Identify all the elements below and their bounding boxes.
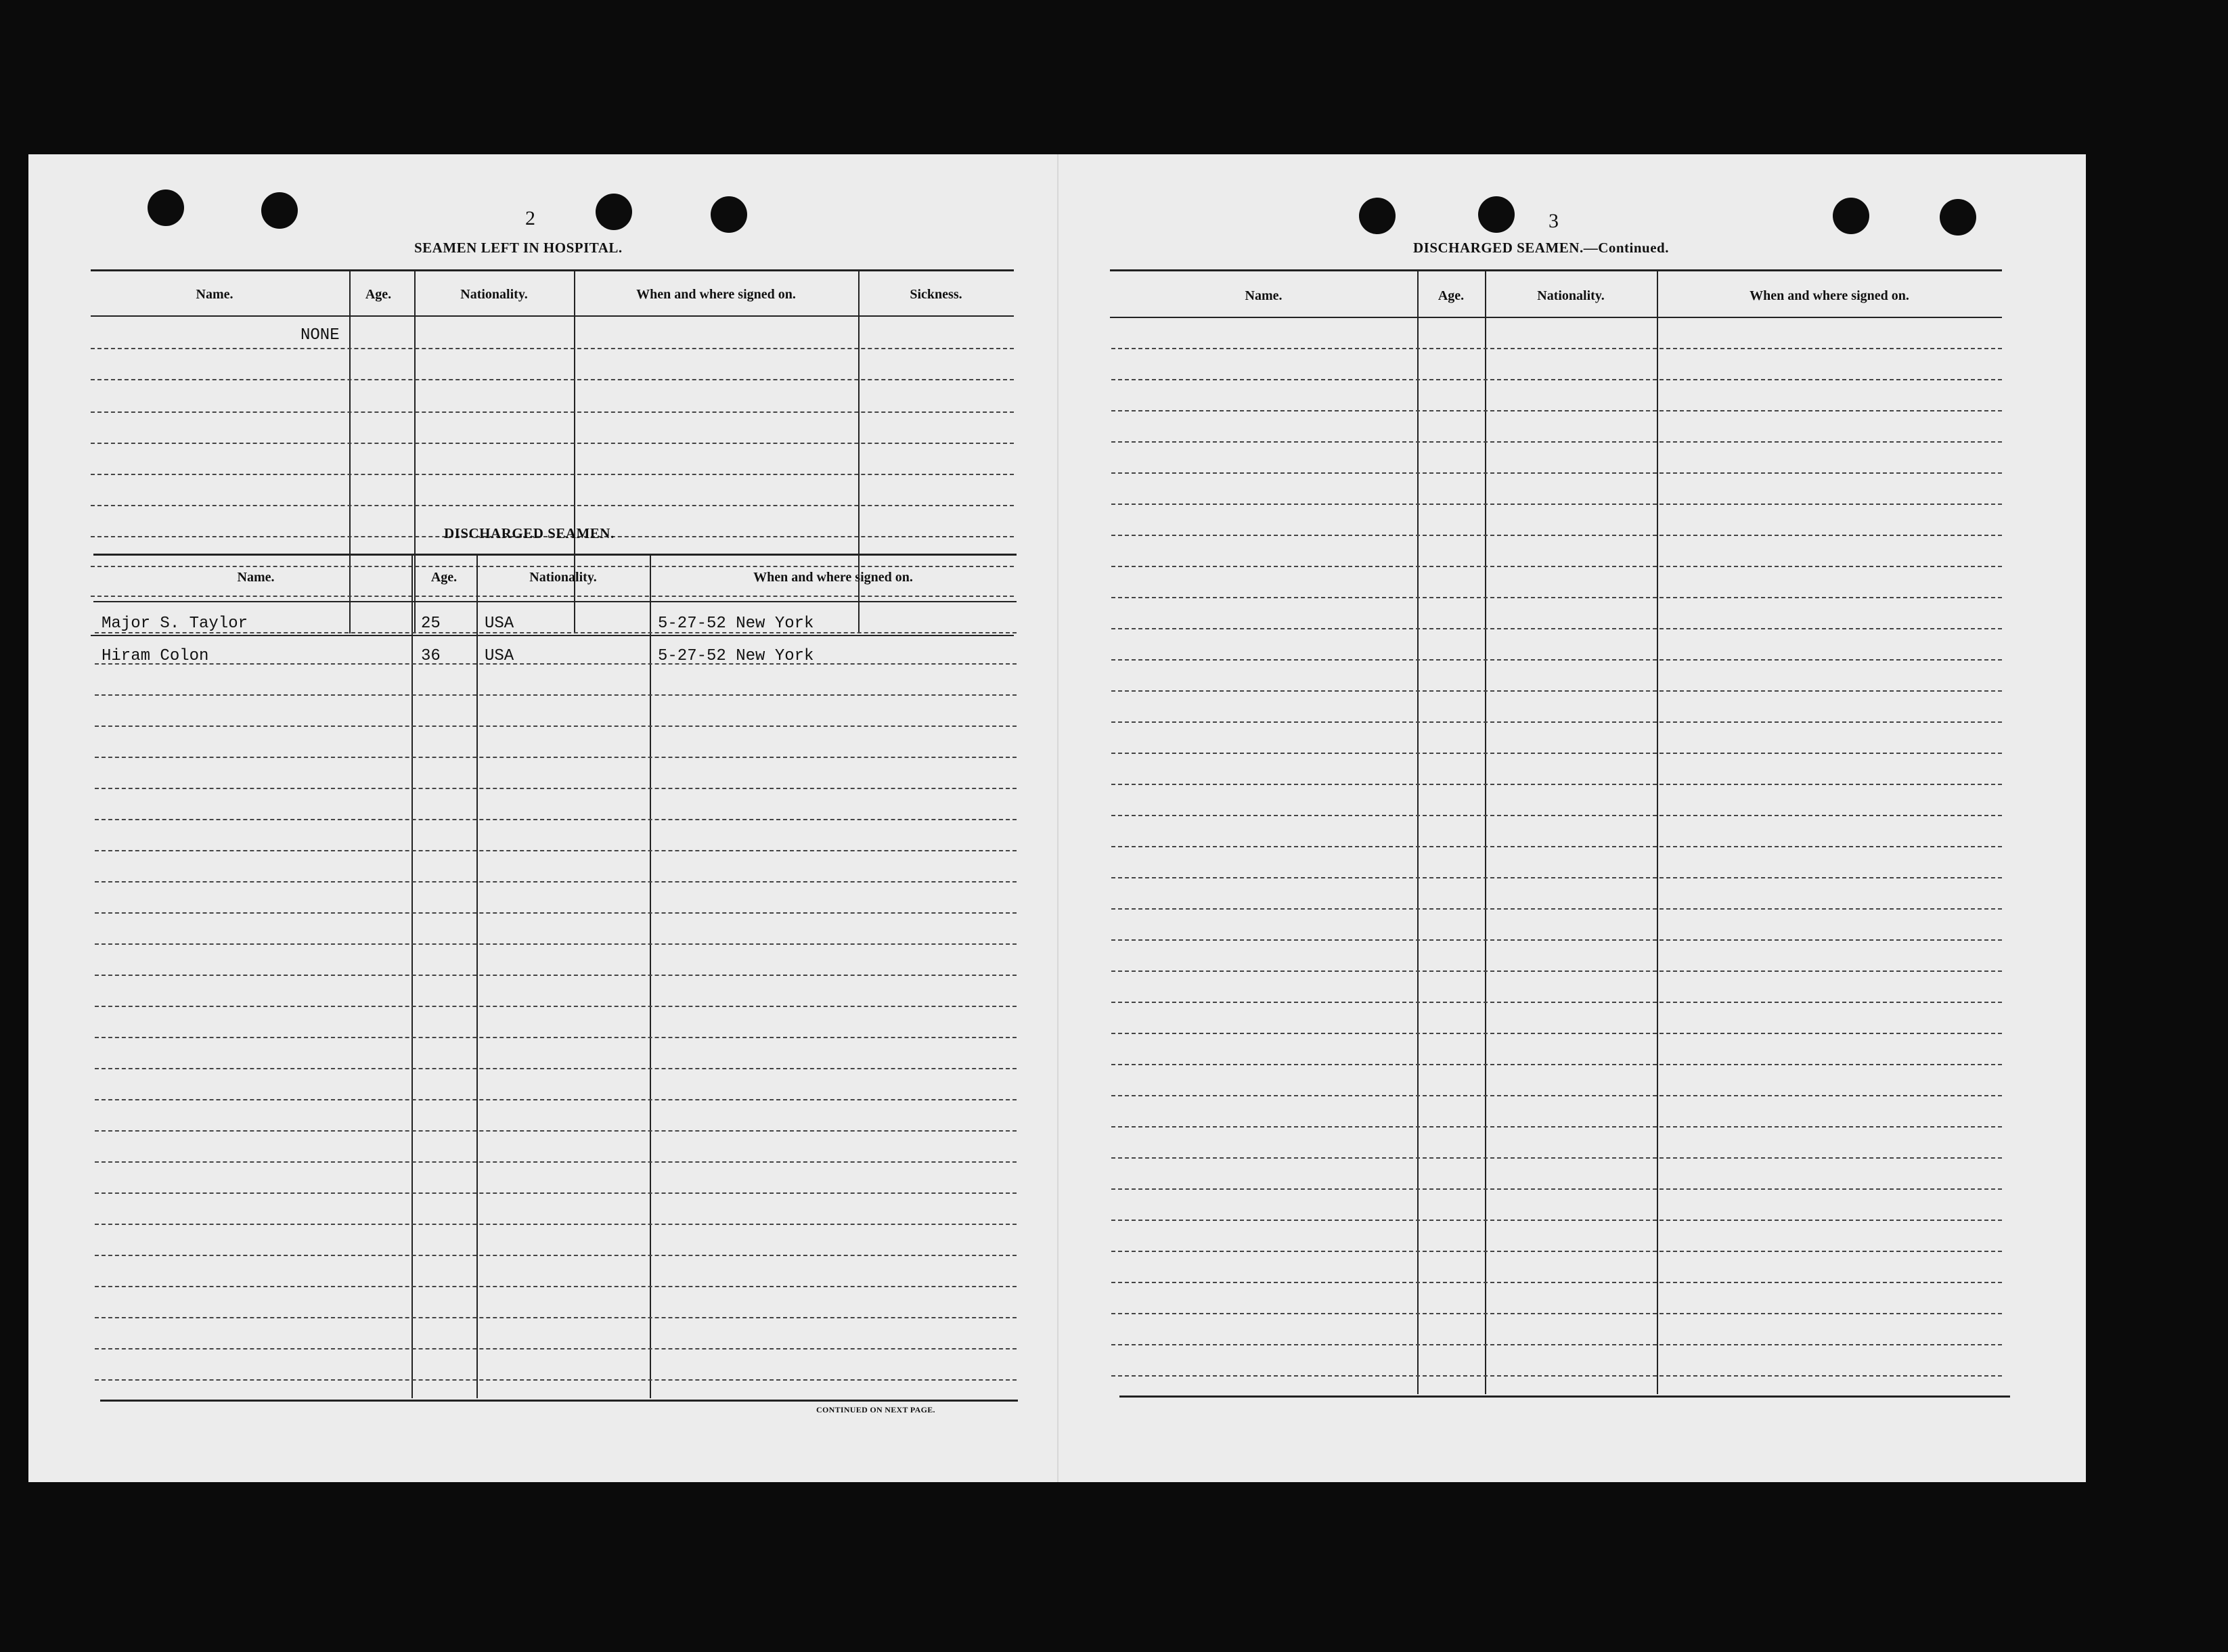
document-sheet bbox=[28, 154, 2086, 1482]
ruled-line bbox=[1111, 566, 2002, 567]
discharged-header-name: Name. bbox=[237, 570, 275, 585]
discharged-row-2-name: Hiram Colon bbox=[102, 647, 209, 665]
page-number-right: 3 bbox=[1549, 210, 1559, 232]
ruled-line bbox=[1111, 1033, 2002, 1034]
ruled-line bbox=[95, 1224, 1017, 1225]
continued-header-age: Age. bbox=[1438, 288, 1465, 303]
ruled-line bbox=[95, 1286, 1017, 1287]
ruled-line bbox=[95, 819, 1017, 820]
punch-hole bbox=[711, 196, 747, 233]
ruled-line bbox=[1111, 504, 2002, 505]
continued-table-top-rule bbox=[1110, 269, 2002, 271]
ruled-line bbox=[1111, 628, 2002, 629]
discharged-row-1-nationality: USA bbox=[485, 615, 514, 633]
punch-hole bbox=[1940, 199, 1976, 236]
ruled-line bbox=[1111, 659, 2002, 661]
punch-hole bbox=[261, 192, 298, 229]
discharged-row-1-signed-on: 5-27-52 New York bbox=[658, 615, 814, 633]
ruled-line bbox=[1111, 1188, 2002, 1190]
punch-hole bbox=[596, 194, 632, 230]
continued-footer: CONTINUED ON NEXT PAGE. bbox=[816, 1405, 935, 1414]
ruled-line bbox=[1111, 908, 2002, 910]
continued-col-divider bbox=[1485, 271, 1486, 1394]
discharged-col-divider bbox=[650, 555, 651, 1398]
discharged-row-2-signed-on: 5-27-52 New York bbox=[658, 647, 814, 665]
hospital-header-name: Name. bbox=[196, 287, 233, 302]
ruled-line bbox=[95, 975, 1017, 976]
ruled-line bbox=[95, 1099, 1017, 1100]
ruled-line bbox=[95, 850, 1017, 851]
discharged-row-2-age: 36 bbox=[421, 647, 441, 665]
hospital-header-signed-on: When and where signed on. bbox=[636, 287, 796, 302]
ruled-line bbox=[1111, 379, 2002, 380]
hospital-section-title: SEAMEN LEFT IN HOSPITAL. bbox=[414, 240, 623, 256]
ruled-line bbox=[95, 632, 1017, 633]
ruled-line bbox=[1111, 1282, 2002, 1283]
ruled-line bbox=[95, 694, 1017, 696]
punch-hole bbox=[1359, 198, 1396, 234]
ruled-line bbox=[95, 881, 1017, 883]
continued-bottom-rule bbox=[1119, 1396, 2010, 1398]
punch-hole bbox=[1833, 198, 1869, 234]
ruled-line bbox=[1111, 472, 2002, 474]
discharged-row-1-name: Major S. Taylor bbox=[102, 615, 248, 633]
punch-hole bbox=[1478, 196, 1515, 233]
discharged-row-2-nationality: USA bbox=[485, 647, 514, 665]
discharged-header-nationality: Nationality. bbox=[529, 570, 597, 585]
page-number-left: 2 bbox=[525, 207, 535, 229]
hospital-ruled-line bbox=[91, 443, 1014, 444]
ruled-line bbox=[95, 1037, 1017, 1038]
hospital-header-sickness: Sickness. bbox=[910, 287, 962, 302]
hospital-ruled-line bbox=[91, 566, 1014, 567]
ruled-line bbox=[95, 1192, 1017, 1194]
discharged-col-divider bbox=[411, 555, 413, 1398]
discharged-col-divider bbox=[476, 555, 478, 1398]
ruled-line bbox=[95, 663, 1017, 665]
ruled-line bbox=[1111, 535, 2002, 536]
hospital-ruled-line bbox=[91, 379, 1014, 380]
ruled-line bbox=[1111, 939, 2002, 941]
ruled-line bbox=[1111, 1375, 2002, 1377]
ruled-line bbox=[1111, 1095, 2002, 1096]
ruled-line bbox=[95, 1317, 1017, 1318]
ruled-line bbox=[95, 757, 1017, 758]
hospital-table-top-rule bbox=[91, 269, 1014, 271]
hospital-ruled-line bbox=[91, 348, 1014, 349]
hospital-header-age: Age. bbox=[365, 287, 392, 302]
ruled-line bbox=[1111, 1344, 2002, 1345]
ruled-line bbox=[1111, 970, 2002, 972]
ruled-line bbox=[95, 1130, 1017, 1132]
ruled-line bbox=[1111, 1064, 2002, 1065]
ruled-line bbox=[95, 1348, 1017, 1349]
ruled-line bbox=[95, 1161, 1017, 1163]
hospital-ruled-line bbox=[91, 411, 1014, 413]
continued-header-signed-on: When and where signed on. bbox=[1750, 288, 1909, 303]
continued-header-name: Name. bbox=[1245, 288, 1283, 303]
ruled-line bbox=[1111, 1157, 2002, 1159]
ruled-line bbox=[95, 1006, 1017, 1007]
continued-col-divider bbox=[1417, 271, 1419, 1394]
ruled-line bbox=[1111, 1251, 2002, 1252]
discharged-header-signed-on: When and where signed on. bbox=[753, 570, 913, 585]
ruled-line bbox=[1111, 410, 2002, 411]
ruled-line bbox=[1111, 721, 2002, 723]
discharged-header-age: Age. bbox=[430, 570, 458, 585]
ruled-line bbox=[1111, 597, 2002, 598]
discharged-continued-title: DISCHARGED SEAMEN.—Continued. bbox=[1413, 240, 1669, 256]
hospital-header-rule bbox=[91, 315, 1014, 317]
ruled-line bbox=[95, 788, 1017, 789]
hospital-ruled-line bbox=[91, 474, 1014, 475]
continued-col-divider bbox=[1657, 271, 1658, 1394]
ruled-line bbox=[1111, 846, 2002, 847]
hospital-bottom-rule bbox=[91, 635, 1014, 636]
hospital-header-nationality: Nationality. bbox=[460, 287, 528, 302]
ruled-line bbox=[95, 912, 1017, 914]
continued-header-rule bbox=[1110, 317, 2002, 318]
discharged-row-1-age: 25 bbox=[421, 615, 441, 633]
hospital-row-name: NONE bbox=[300, 326, 340, 344]
hospital-ruled-line bbox=[91, 596, 1014, 597]
ruled-line bbox=[95, 725, 1017, 727]
ruled-line bbox=[1111, 1126, 2002, 1128]
ruled-line bbox=[1111, 348, 2002, 349]
ruled-line bbox=[1111, 1002, 2002, 1003]
ruled-line bbox=[1111, 1313, 2002, 1314]
discharged-bottom-rule bbox=[100, 1400, 1018, 1402]
ruled-line bbox=[1111, 753, 2002, 754]
discharged-table-top-rule bbox=[93, 554, 1017, 556]
punch-hole bbox=[148, 189, 184, 226]
ruled-line bbox=[1111, 877, 2002, 878]
continued-header-nationality: Nationality. bbox=[1537, 288, 1605, 303]
discharged-header-rule bbox=[93, 601, 1017, 602]
ruled-line bbox=[1111, 784, 2002, 785]
ruled-line bbox=[95, 1255, 1017, 1256]
hospital-ruled-line bbox=[91, 505, 1014, 506]
page-fold bbox=[1057, 154, 1059, 1482]
ruled-line bbox=[1111, 690, 2002, 692]
ruled-line bbox=[1111, 815, 2002, 816]
ruled-line bbox=[95, 1379, 1017, 1381]
ruled-line bbox=[95, 943, 1017, 945]
ruled-line bbox=[1111, 1220, 2002, 1221]
ruled-line bbox=[1111, 441, 2002, 443]
ruled-line bbox=[95, 1068, 1017, 1069]
discharged-section-title: DISCHARGED SEAMEN. bbox=[444, 525, 615, 541]
